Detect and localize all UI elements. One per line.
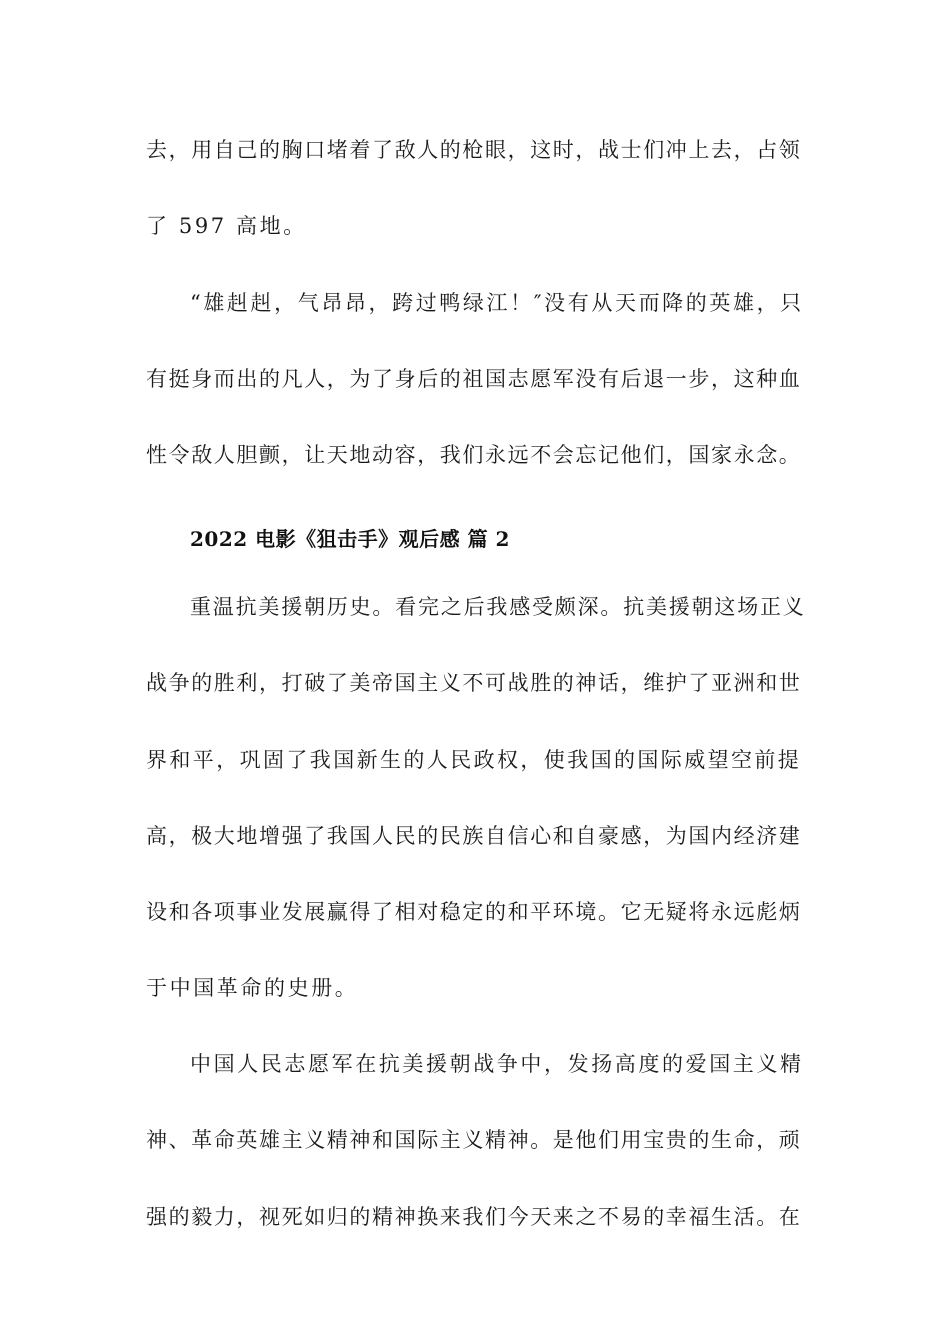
section-heading: 2022 电影《狙击手》观后感 篇 2 [190, 527, 510, 551]
paragraph-first-line: 中国人民志愿军在抗美援朝战争中，发扬高度的爱国主义精 [190, 1052, 804, 1076]
text-line: 设和各项事业发展赢得了相对稳定的和平环境。它无疑将永远彪炳 [146, 900, 802, 924]
text-line: 强的毅力，视死如归的精神换来我们今天来之不易的幸福生活。在 [146, 1205, 802, 1229]
text-line: 于中国革命的史册。 [146, 976, 359, 1000]
text-line: 性令敌人胆颤，让天地动容，我们永远不会忘记他们，国家永念。 [146, 443, 802, 467]
paragraph-first-line: “雄赳赳，气昂昂，跨过鸭绿江！″没有从天而降的英雄，只 [190, 291, 804, 315]
text-line: 战争的胜利，打破了美帝国主义不可战胜的神话，维护了亚洲和世 [146, 671, 802, 695]
text-line: 界和平，巩固了我国新生的人民政权，使我国的国际威望空前提 [146, 748, 802, 772]
text-line: 去，用自己的胸口堵着了敌人的枪眼，这时，战士们冲上去，占领 [146, 138, 802, 162]
text-line: 神、革命英雄主义精神和国际主义精神。是他们用宝贵的生命，顽 [146, 1128, 802, 1152]
paragraph-first-line: 重温抗美援朝历史。看完之后我感受颇深。抗美援朝这场正义 [190, 595, 806, 619]
text-line: 了 597 高地。 [146, 214, 307, 238]
text-line: 有挺身而出的凡人，为了身后的祖国志愿军没有后退一步，这种血 [146, 367, 802, 391]
text-line: 高，极大地增强了我国人民的民族自信心和自豪感，为国内经济建 [146, 824, 802, 848]
